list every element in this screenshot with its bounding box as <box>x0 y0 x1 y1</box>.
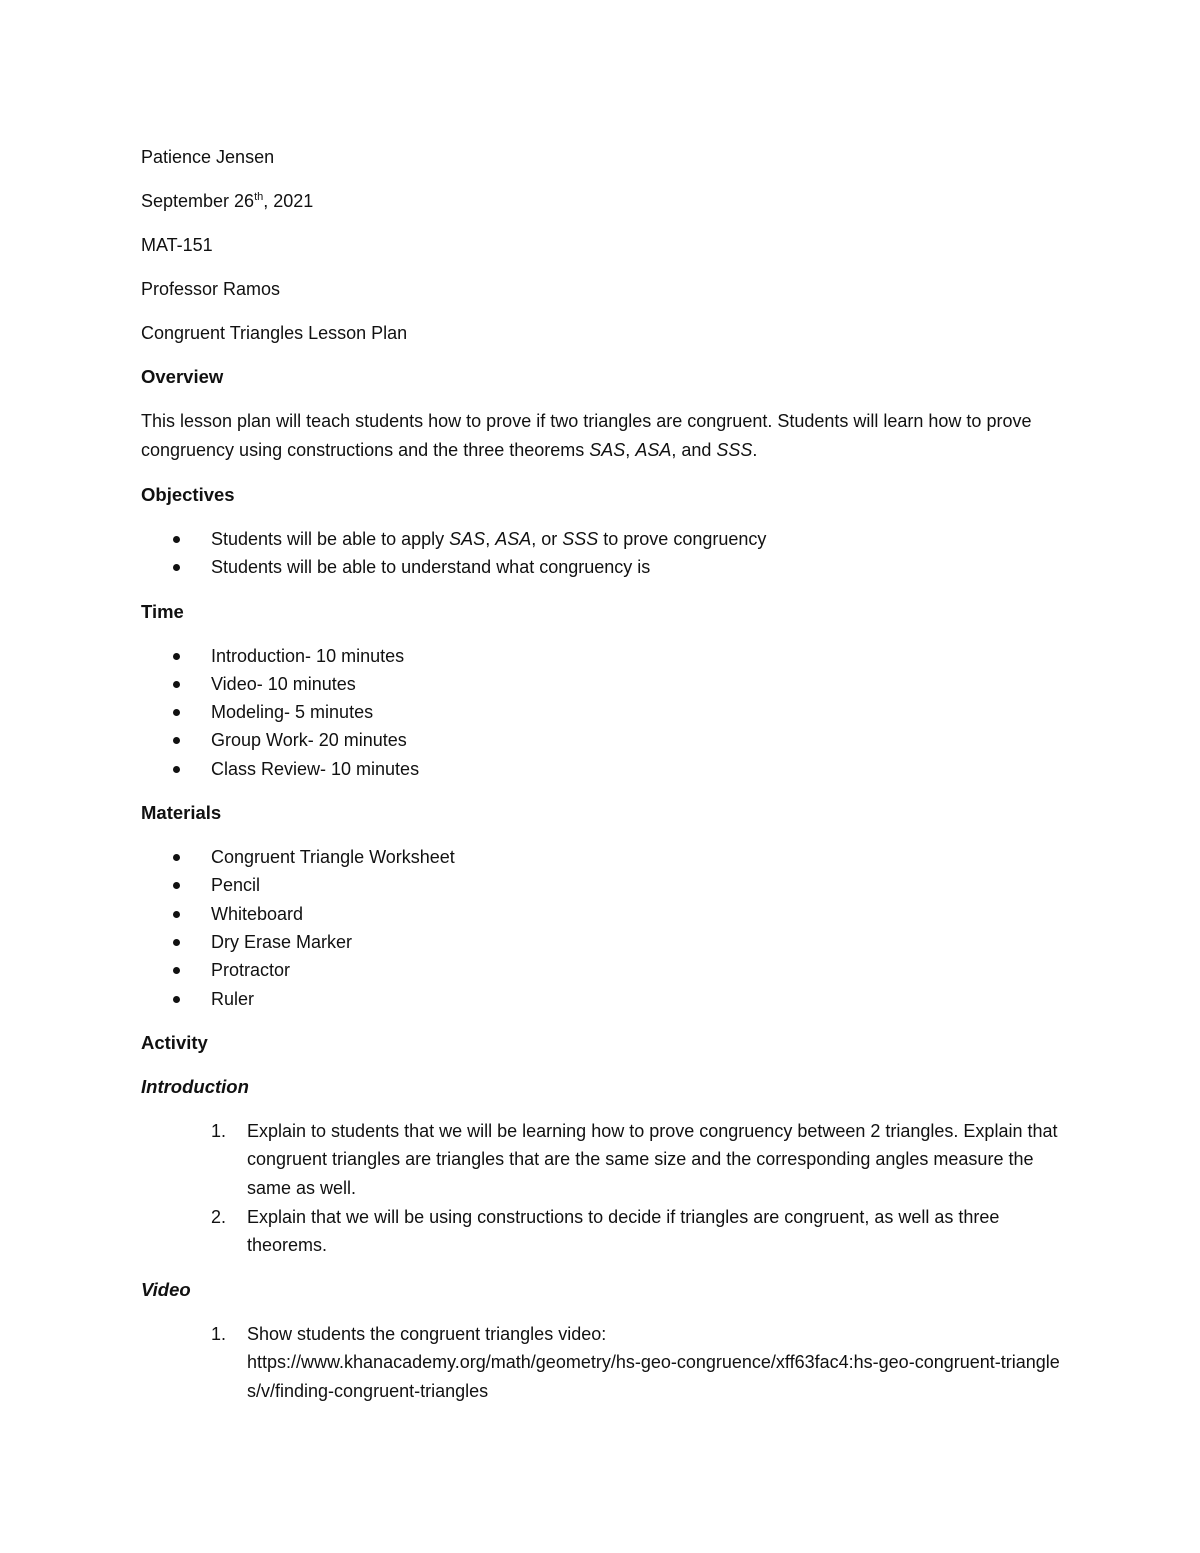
bullet-icon <box>173 709 180 716</box>
list-item <box>211 525 1061 553</box>
time-item: Modeling- 5 minutes <box>211 702 374 723</box>
list-item <box>211 553 1061 581</box>
list-item <box>211 928 1061 956</box>
list-item <box>211 1203 1061 1260</box>
course-code: MAT-151 <box>141 235 213 255</box>
overview-sas: SAS <box>589 440 626 460</box>
objective-1-sss: SSS <box>562 529 599 549</box>
list-item <box>211 956 1061 984</box>
objective-2: Students will be able to understand what congruency is <box>211 557 651 578</box>
material-item: Dry Erase Marker <box>211 931 353 952</box>
time-item: Class Review- 10 minutes <box>211 758 420 779</box>
overview-text: This lesson plan will teach students how to prove if two triangles are congruent. Students will learn how to prove congruency using constructions and the three theorems <box>141 411 1032 460</box>
step-text: Explain that we will be using constructions to decide if triangles are congruent, as well as three theorems. <box>247 1206 1000 1256</box>
list-item <box>211 670 1061 698</box>
objective-1-asa: ASA <box>495 529 532 549</box>
objective-1-sas: SAS <box>449 529 486 549</box>
material-item: Pencil <box>211 875 261 896</box>
video-url-link[interactable]: https://www.khanacademy.org/math/geometry/hs-geo-congruence/xff63fac4:hs-geo-congruent-triangles/v/finding-congruent-triangles <box>247 1352 1060 1402</box>
overview-sep2: , and <box>671 440 717 460</box>
list-item <box>211 843 1061 871</box>
list-item <box>211 1320 1061 1406</box>
date <box>141 187 1061 215</box>
list-item <box>211 755 1061 783</box>
bullet-icon <box>173 737 180 744</box>
list-item <box>211 642 1061 670</box>
overview-sss: SSS <box>716 440 753 460</box>
date-suffix: th <box>254 191 264 203</box>
overview-end: . <box>752 440 758 460</box>
bullet-icon <box>173 882 180 889</box>
bullet-icon <box>173 967 180 974</box>
bullet-icon <box>173 996 180 1003</box>
objective-1a: Students will be able to apply <box>211 529 450 549</box>
time-item: Group Work- 20 minutes <box>211 730 407 751</box>
video-steps <box>141 1320 1061 1406</box>
professor-name: Professor Ramos <box>141 279 281 299</box>
bullet-icon <box>173 939 180 946</box>
step-number: 1. <box>211 1120 227 1141</box>
list-item <box>211 1117 1061 1203</box>
activity-heading: Activity <box>141 1031 208 1053</box>
material-item: Congruent Triangle Worksheet <box>211 847 455 868</box>
objectives-heading: Objectives <box>141 484 235 505</box>
bullet-icon <box>173 911 180 918</box>
objective-1c: , or <box>531 529 563 549</box>
bullet-icon <box>173 854 180 861</box>
overview-heading: Overview <box>141 366 224 387</box>
material-item: Protractor <box>211 960 291 981</box>
video-heading: Video <box>141 1278 191 1300</box>
overview-asa: ASA <box>635 440 672 460</box>
step-text: Explain to students that we will be learning how to prove congruency between 2 triangles. Explain that congruent triangles are triangles that are the same size and the corresponding angles measure the same as well. <box>247 1120 1058 1199</box>
bullet-icon <box>173 681 180 688</box>
bullet-icon <box>173 564 180 571</box>
bullet-icon <box>173 653 180 660</box>
material-item: Whiteboard <box>211 903 304 924</box>
objective-1d: to prove congruency <box>598 529 767 549</box>
time-item: Introduction- 10 minutes <box>211 645 405 666</box>
document-page <box>141 143 1061 1422</box>
list-item <box>211 871 1061 899</box>
introduction-steps <box>141 1117 1061 1260</box>
step-number: 1. <box>211 1323 227 1344</box>
time-item: Video- 10 minutes <box>211 673 356 694</box>
date-year: , 2021 <box>263 191 314 211</box>
date-month-day: September 26 <box>141 191 255 211</box>
step-text: Show students the congruent triangles video: <box>247 1323 607 1344</box>
list-item <box>211 985 1061 1013</box>
overview-paragraph <box>141 407 1061 465</box>
list-item <box>211 698 1061 726</box>
list-item <box>211 900 1061 928</box>
document-title: Congruent Triangles Lesson Plan <box>141 323 408 343</box>
objectives-list <box>141 525 1061 582</box>
material-item: Ruler <box>211 988 255 1009</box>
step-number: 2. <box>211 1206 227 1227</box>
overview-sep1: , <box>625 440 636 460</box>
materials-heading: Materials <box>141 802 222 824</box>
author-name: Patience Jensen <box>141 147 275 167</box>
list-item <box>211 726 1061 754</box>
bullet-icon <box>173 766 180 773</box>
time-heading: Time <box>141 600 184 622</box>
time-list <box>141 642 1061 783</box>
bullet-icon <box>173 536 180 543</box>
objective-1b: , <box>485 529 496 549</box>
materials-list <box>141 843 1061 1013</box>
introduction-heading: Introduction <box>141 1075 249 1097</box>
